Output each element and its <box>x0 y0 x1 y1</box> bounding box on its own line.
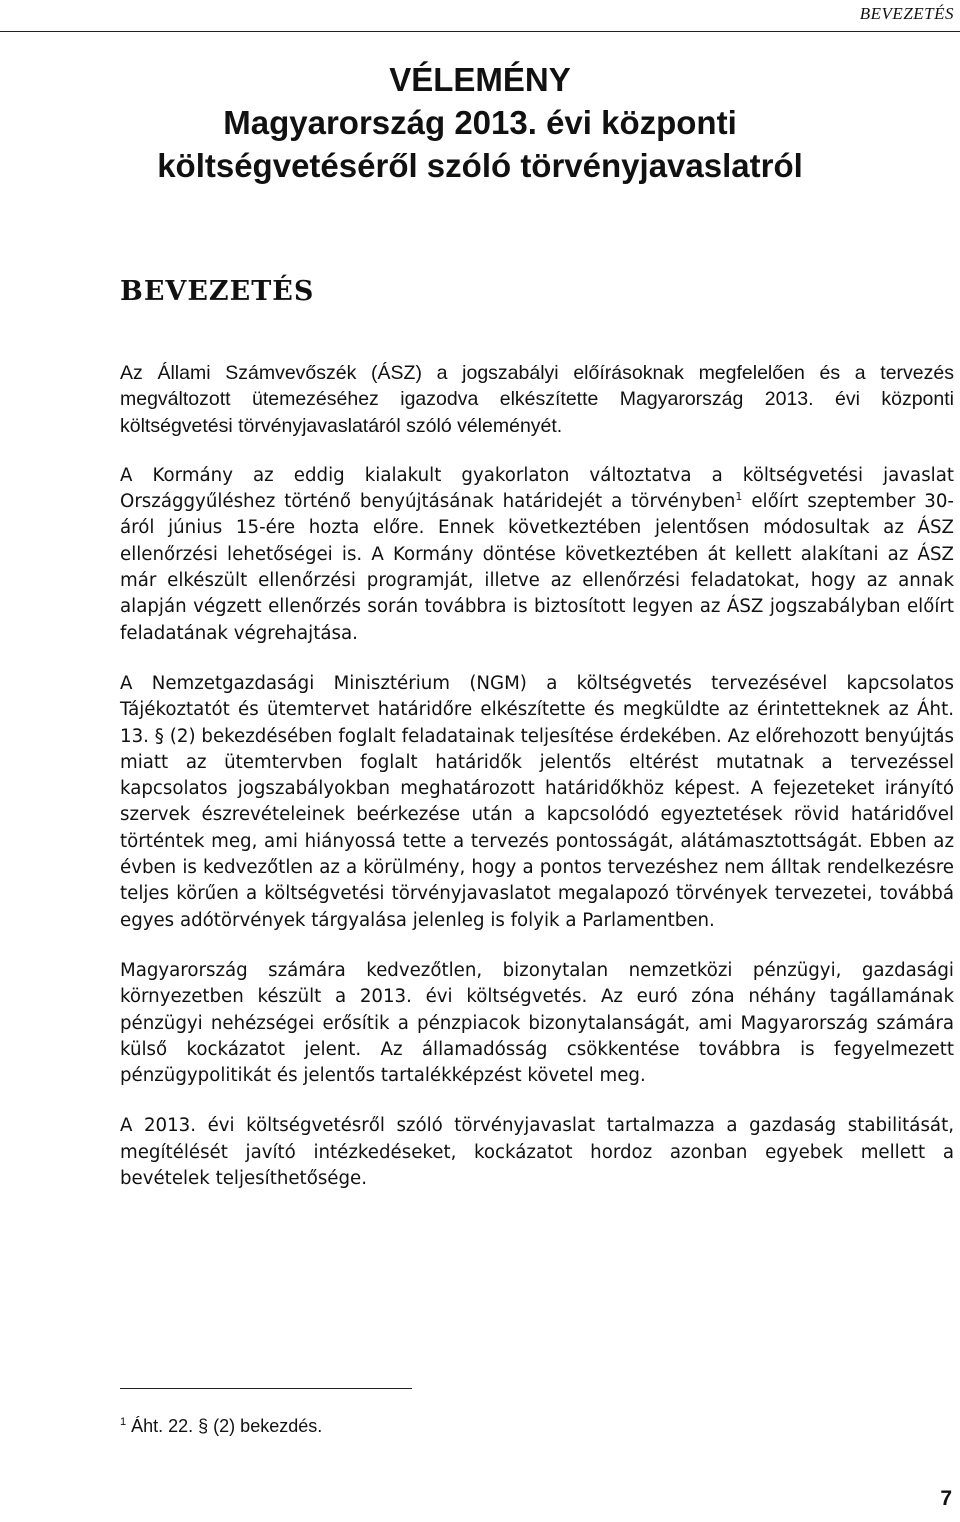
paragraph-2-end: előírt szeptember 30-áról június 15-ére hozta előre. Ennek következtében jelentősen módosultak az ÁSZ ellenőrzési lehetőségei is. A Kormány döntése következtében át kellett alakítani az ÁSZ már elkészült ellenőrzési programját, illetve az ellenőrzési feladatokat, hogy az annak alapján végzett ellenőrzés során továbbra is biztosított legyen az ÁSZ jogszabályban előírt feladatának végrehajtása. <box>120 491 954 644</box>
footnote-rule <box>120 1388 412 1389</box>
paragraph-1: Az Állami Számvevőszék (ÁSZ) a jogszabályi előírásoknak megfelelően és a tervezés megváltozott ütemezéséhez igazodva elkészítette Magyarország 2013. évi központi költségvetési törvényjavaslatáról szóló véleményét. <box>120 362 954 437</box>
paragraph-3: A Nemzetgazdasági Minisztérium (NGM) a költségvetés tervezésével kapcsolatos Tájékoztatót és ütemtervet határidőre elkészítette és megküldte az érintetteknek az Áht. 13. § (2) bekezdésében foglalt feladatainak teljesítése érdekében. Az előrehozott benyújtás miatt az ütemtervben foglalt határidők jelentős eltérést mutatnak a tervezéssel kapcsolatos jogszabályokban meghatározott határidőkhöz képest. A fejezeteket irányító szervek észrevételeinek beérkezése után a kapcsolódó egyeztetések rövid határidővel történtek meg, ami hiányossá tette a tervezés pontosságát, alátámasztottságát. Ebben az évben is kedvezőtlen az a körülmény, hogy a pontos tervezéshez nem álltak rendelkezésre teljes körűen a költségvetési törvényjavaslatot megalapozó törvények tervezetei, továbbá egyes adótörvények tárgyalása jelenleg is folyik a Parlamentben. <box>120 672 954 931</box>
paragraph-2 <box>120 463 954 647</box>
body-text <box>120 360 954 1216</box>
document-title <box>0 58 960 187</box>
title-line-2: Magyarország 2013. évi központi <box>223 104 737 141</box>
running-header: BEVEZETÉS <box>859 4 954 23</box>
paragraph-4: Magyarország számára kedvezőtlen, bizonytalan nemzetközi pénzügyi, gazdasági környezetben készült a 2013. évi költségvetés. Az euró zóna néhány tagállamának pénzügyi nehézségei erősítik a pénzpiacok bizonytalanságát, ami Magyarország számára külső kockázatot jelent. Az államadósság csökkentése továbbra is fegyelmezett pénzügypolitikát és jelentős tartalékképzést követel meg. <box>120 959 954 1087</box>
paragraph-2-start: A Kormány az eddig kialakult gyakorlaton változtatva a költségvetési javaslat Országgyűléshez történő benyújtásának határidejét a törvényben <box>120 464 954 513</box>
title-line-3: költségvetéséről szóló törvényjavaslatról <box>157 147 803 184</box>
section-heading: BEVEZETÉS <box>120 276 315 307</box>
title-line-1: VÉLEMÉNY <box>389 61 571 98</box>
paragraph-5: A 2013. évi költségvetésről szóló törvényjavaslat tartalmazza a gazdaság stabilitását, megítélését javító intézkedéseket, kockázatot hordoz azonban egyebek mellett a bevételek teljesíthetősége. <box>120 1115 954 1190</box>
footnote-text: Áht. 22. § (2) bekezdés. <box>126 1416 323 1436</box>
footnote <box>120 1416 322 1437</box>
footnote-reference: 1 <box>735 490 743 504</box>
footnote-marker: 1 <box>120 1416 127 1428</box>
page-number: 7 <box>940 1487 952 1510</box>
header-rule <box>0 31 960 32</box>
